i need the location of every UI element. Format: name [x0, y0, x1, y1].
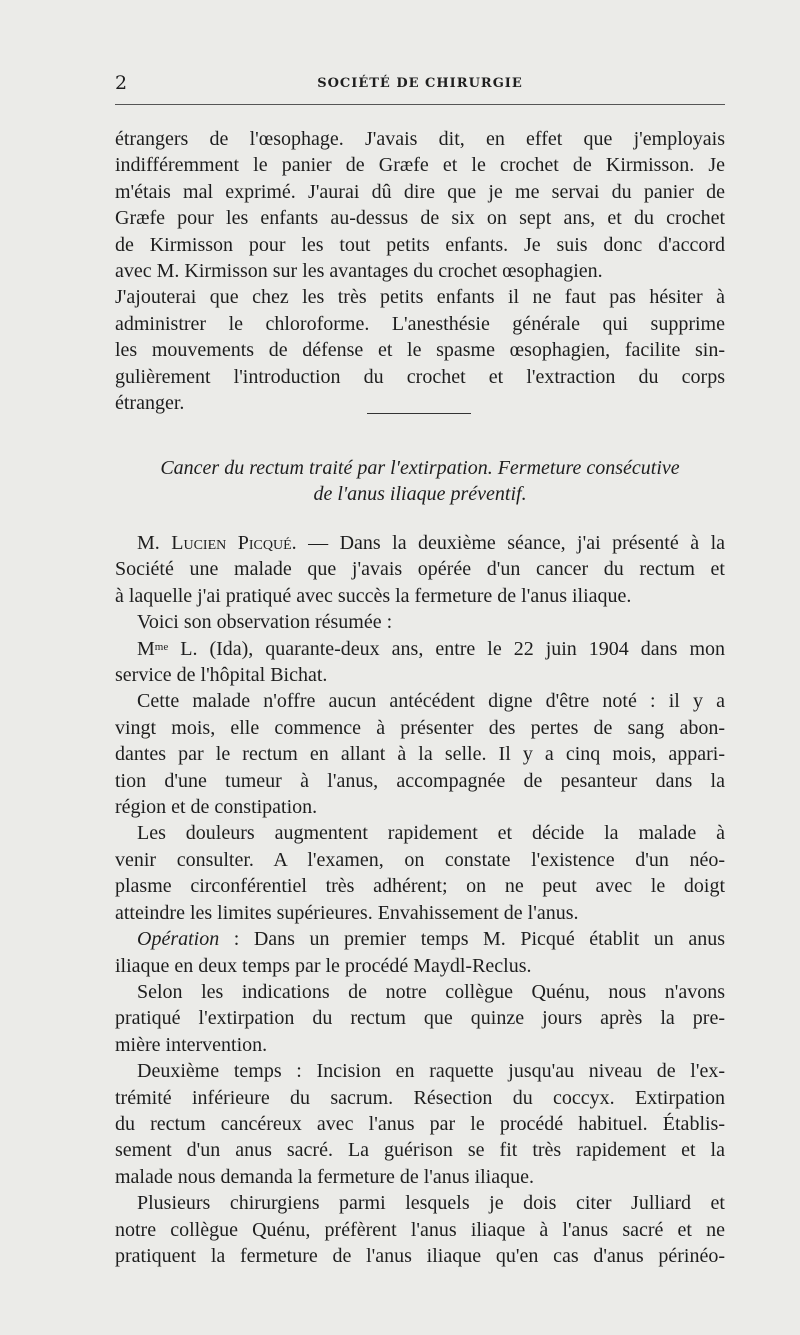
page-number: 2 — [115, 72, 128, 94]
page-header — [115, 72, 725, 96]
text-line: m'étais mal exprimé. J'aurai dû dire que je me servai du panier de — [115, 180, 725, 203]
section-title — [115, 455, 725, 508]
text-line: pratiqué l'extirpation du rectum que quinze jours après la pre- — [115, 1007, 725, 1030]
text-line: plasme circonférentiel très adhérent; on ne peut avec le doigt — [115, 875, 725, 898]
header-rule — [115, 104, 725, 105]
running-title: SOCIÉTÉ DE CHIRURGIE — [317, 76, 523, 91]
text-line: du rectum cancéreux avec l'anus par le procédé habituel. Établis- — [115, 1112, 725, 1135]
text-line: trémité inférieure du sacrum. Résection du coccyx. Extirpation — [115, 1086, 725, 1109]
text-line: Opération : Dans un premier temps M. Picqué établit un anus — [137, 928, 725, 951]
speaker-name: M. Lucien Picqué. — [137, 532, 297, 554]
continuation-paragraph — [115, 126, 725, 416]
section-title-line: Cancer du rectum traité par l'extirpation. Fermeture consécutive — [160, 457, 680, 479]
text-line: venir consulter. A l'examen, on constate l'existence d'un néo- — [115, 848, 725, 871]
text-line: Cette malade n'offre aucun antécédent digne d'être noté : il y a — [137, 690, 725, 713]
text-line: malade nous demanda la fermeture de l'anus iliaque. — [115, 1165, 534, 1188]
text-line: tion d'une tumeur à l'anus, accompagnée de pesanteur dans la — [115, 769, 725, 792]
text-line: Voici son observation résumée : — [137, 611, 393, 634]
text-line: étranger. — [115, 392, 185, 415]
text-line: Les douleurs augmentent rapidement et décide la malade à — [137, 822, 725, 845]
text-line: $M^{me}$ L. (Ida), quarante-deux ans, entre le 22 juin 1904 dans mon — [137, 637, 725, 660]
text-line: dantes par le rectum en allant à la selle. Il y a cinq mois, appari- — [115, 743, 725, 766]
text-line: Plusieurs chirurgiens parmi lesquels je dois citer Julliard et — [137, 1192, 725, 1215]
text-line: pratiquent la fermeture de l'anus iliaque qu'en cas d'anus périnéo- — [115, 1244, 725, 1267]
text-line: gulièrement l'introduction du crochet et l'extraction du corps — [115, 365, 725, 388]
text-line: atteindre les limites supérieures. Envahissement de l'anus. — [115, 901, 579, 924]
text-line: sement d'un anus sacré. La guérison se fit très rapidement et la — [115, 1139, 725, 1162]
operation-label: Opération — [137, 928, 220, 951]
article-body — [115, 530, 725, 1269]
text-line: vingt mois, elle commence à présenter des pertes de sang abon- — [115, 716, 725, 739]
text-line: avec M. Kirmisson sur les avantages du crochet œsophagien. — [115, 260, 603, 283]
text-line: administrer le chloroforme. L'anesthésie générale qui supprime — [115, 312, 725, 335]
text-line: les mouvements de défense et le spasme œsophagien, facilite sin- — [115, 339, 725, 362]
text-line: à laquelle j'ai pratiqué avec succès la fermeture de l'anus iliaque. — [115, 584, 632, 607]
text-line: M. Lucien Picqué. — Dans la deuxième séance, j'ai présenté à la — [137, 532, 726, 554]
text-line: Deuxième temps : Incision en raquette jusqu'au niveau de l'ex- — [137, 1060, 725, 1083]
section-separator — [367, 413, 471, 414]
text-line: étrangers de l'œsophage. J'avais dit, en effet que j'employais — [115, 128, 725, 150]
text-line: notre collègue Quénu, préfèrent l'anus iliaque à l'anus sacré et ne — [115, 1218, 725, 1241]
text-line: de Kirmisson pour les tout petits enfants. Je suis donc d'accord — [115, 233, 725, 256]
text-line: iliaque en deux temps par le procédé Maydl-Reclus. — [115, 954, 532, 977]
text-line: J'ajouterai que chez les très petits enfants il ne faut pas hésiter à — [115, 286, 725, 309]
text-line: indifféremment le panier de Græfe et le crochet de Kirmisson. Je — [115, 154, 725, 177]
section-title-line: de l'anus iliaque préventif. — [313, 483, 527, 506]
text-line: région et de constipation. — [115, 796, 318, 819]
text-line: Société une malade que j'avais opérée d'un cancer du rectum et — [115, 558, 725, 581]
text-line: Græfe pour les enfants au-dessus de six on sept ans, et du crochet — [115, 207, 725, 230]
text-line: service de l'hôpital Bichat. — [115, 664, 328, 687]
text-line: mière intervention. — [115, 1033, 268, 1056]
text-line: Selon les indications de notre collègue Quénu, nous n'avons — [137, 980, 725, 1003]
